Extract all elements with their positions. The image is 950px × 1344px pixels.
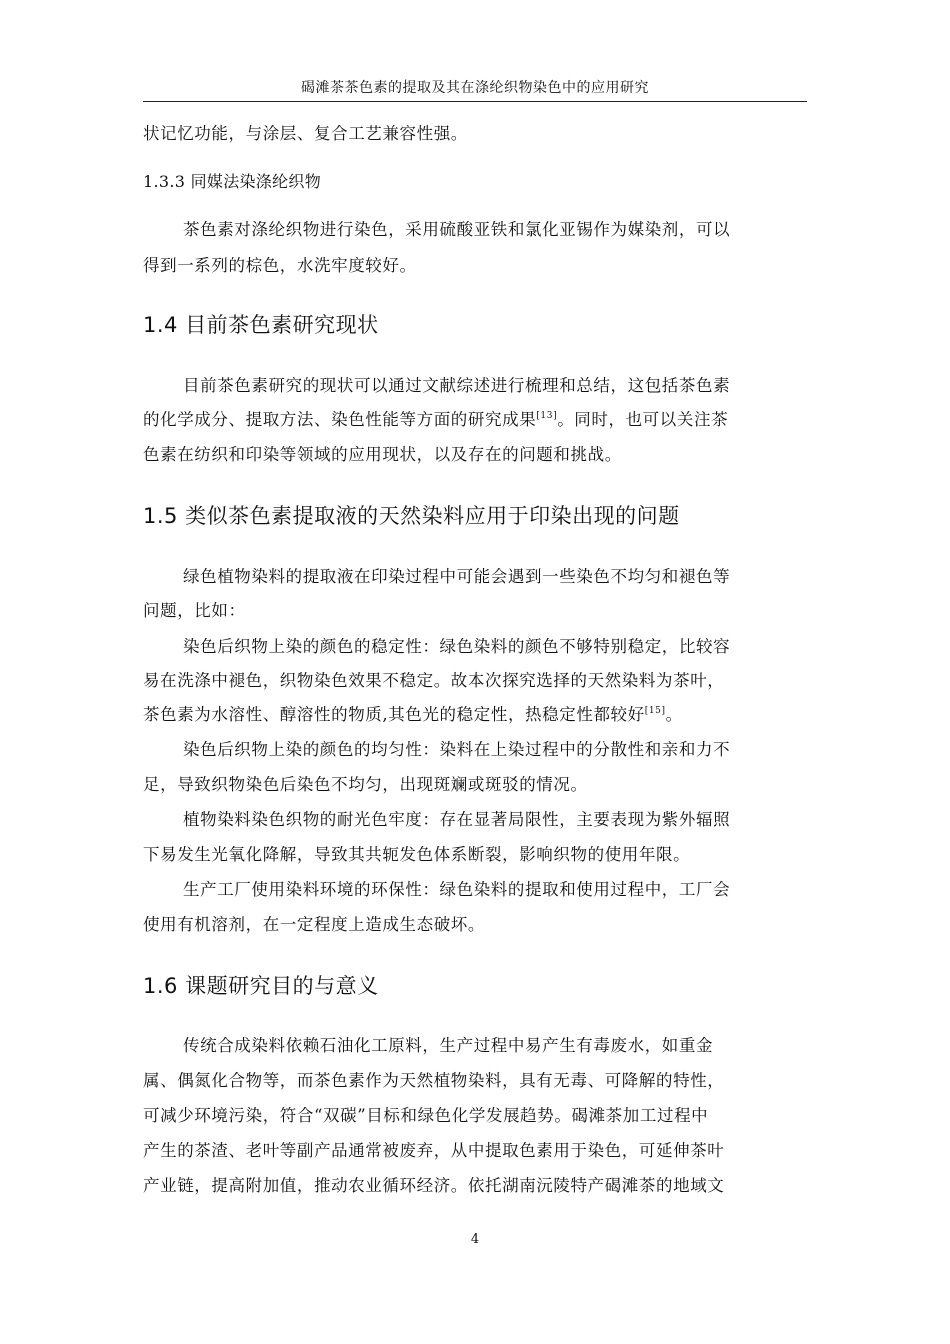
paragraph-line: 易在洗涤中褪色，织物染色效果不稳定。故本次探究选择的天然染料为茶叶， bbox=[143, 671, 725, 690]
paragraph-line: 得到一系列的棕色，水洗牢度较好。 bbox=[143, 256, 417, 275]
header-rule bbox=[143, 101, 807, 102]
paragraph-line: 使用有机溶剂，在一定程度上造成生态破坏。 bbox=[143, 915, 485, 934]
paragraph-line: 问题，比如： bbox=[143, 601, 246, 620]
paragraph-line bbox=[143, 410, 807, 430]
paragraph-line: 染色后织物上染的颜色的稳定性：绿色染料的颜色不够特别稳定，比较容 bbox=[183, 637, 731, 656]
section-heading-1-6: 1.6 课题研究目的与意义 bbox=[143, 974, 379, 998]
section-heading-1-4: 1.4 目前茶色素研究现状 bbox=[143, 313, 379, 337]
text-run: 。 bbox=[665, 705, 683, 724]
citation-13: [13] bbox=[536, 411, 558, 421]
text-run: 的化学成分、提取方法、染色性能等方面的研究成果 bbox=[143, 410, 537, 429]
paragraph-line bbox=[143, 705, 807, 725]
paragraph-line: 足，导致织物染色后染色不均匀，出现斑斓或斑驳的情况。 bbox=[143, 775, 588, 794]
paragraph-line: 产业链，提高附加值，推动农业循环经济。依托湖南沅陵特产碣滩茶的地域文 bbox=[143, 1176, 725, 1195]
running-header: 碣滩茶茶色素的提取及其在涤纶织物染色中的应用研究 bbox=[301, 80, 649, 96]
paragraph-line: 色素在纺织和印染等领域的应用现状，以及存在的问题和挑战。 bbox=[143, 445, 622, 464]
paragraph-line: 生产工厂使用染料环境的环保性：绿色染料的提取和使用过程中，工厂会 bbox=[183, 880, 731, 899]
paragraph-line: 属、偶氮化合物等，而茶色素作为天然植物染料，具有无毒、可降解的特性， bbox=[143, 1071, 725, 1090]
paragraph-line: 茶色素对涤纶织物进行染色，采用硫酸亚铁和氯化亚锡作为媒染剂，可以 bbox=[183, 220, 731, 239]
paragraph-line: 传统合成染料依赖石油化工原料，生产过程中易产生有毒废水，如重金 bbox=[183, 1036, 714, 1055]
paragraph-line: 可减少环境污染，符合“双碳”目标和绿色化学发展趋势。碣滩茶加工过程中 bbox=[143, 1106, 709, 1125]
text-run: 。同时，也可以关注茶 bbox=[557, 410, 729, 429]
paragraph-line: 状记忆功能，与涂层、复合工艺兼容性强。 bbox=[143, 124, 468, 143]
citation-15: [15] bbox=[644, 706, 666, 716]
subsection-heading-1-3-3: 1.3.3 同媒法染涤纶织物 bbox=[143, 172, 321, 191]
paragraph-line: 染色后织物上染的颜色的均匀性：染料在上染过程中的分散性和亲和力不 bbox=[183, 740, 731, 759]
paragraph-line: 目前茶色素研究的现状可以通过文献综述进行梳理和总结，这包括茶色素 bbox=[183, 376, 731, 395]
paragraph-line: 绿色植物染料的提取液在印染过程中可能会遇到一些染色不均匀和褪色等 bbox=[183, 567, 731, 586]
paragraph-line: 植物染料染色织物的耐光色牢度：存在显著局限性，主要表现为紫外辐照 bbox=[183, 810, 731, 829]
section-heading-1-5: 1.5 类似茶色素提取液的天然染料应用于印染出现的问题 bbox=[143, 504, 680, 528]
page-number: 4 bbox=[470, 1232, 480, 1247]
paragraph-line: 下易发生光氧化降解，导致其共轭发色体系断裂，影响织物的使用年限。 bbox=[143, 845, 691, 864]
paragraph-line: 产生的茶渣、老叶等副产品通常被废弃，从中提取色素用于染色，可延伸茶叶 bbox=[143, 1141, 725, 1160]
text-run: 茶色素为水溶性、醇溶性的物质,其色光的稳定性，热稳定性都较好 bbox=[143, 705, 645, 724]
